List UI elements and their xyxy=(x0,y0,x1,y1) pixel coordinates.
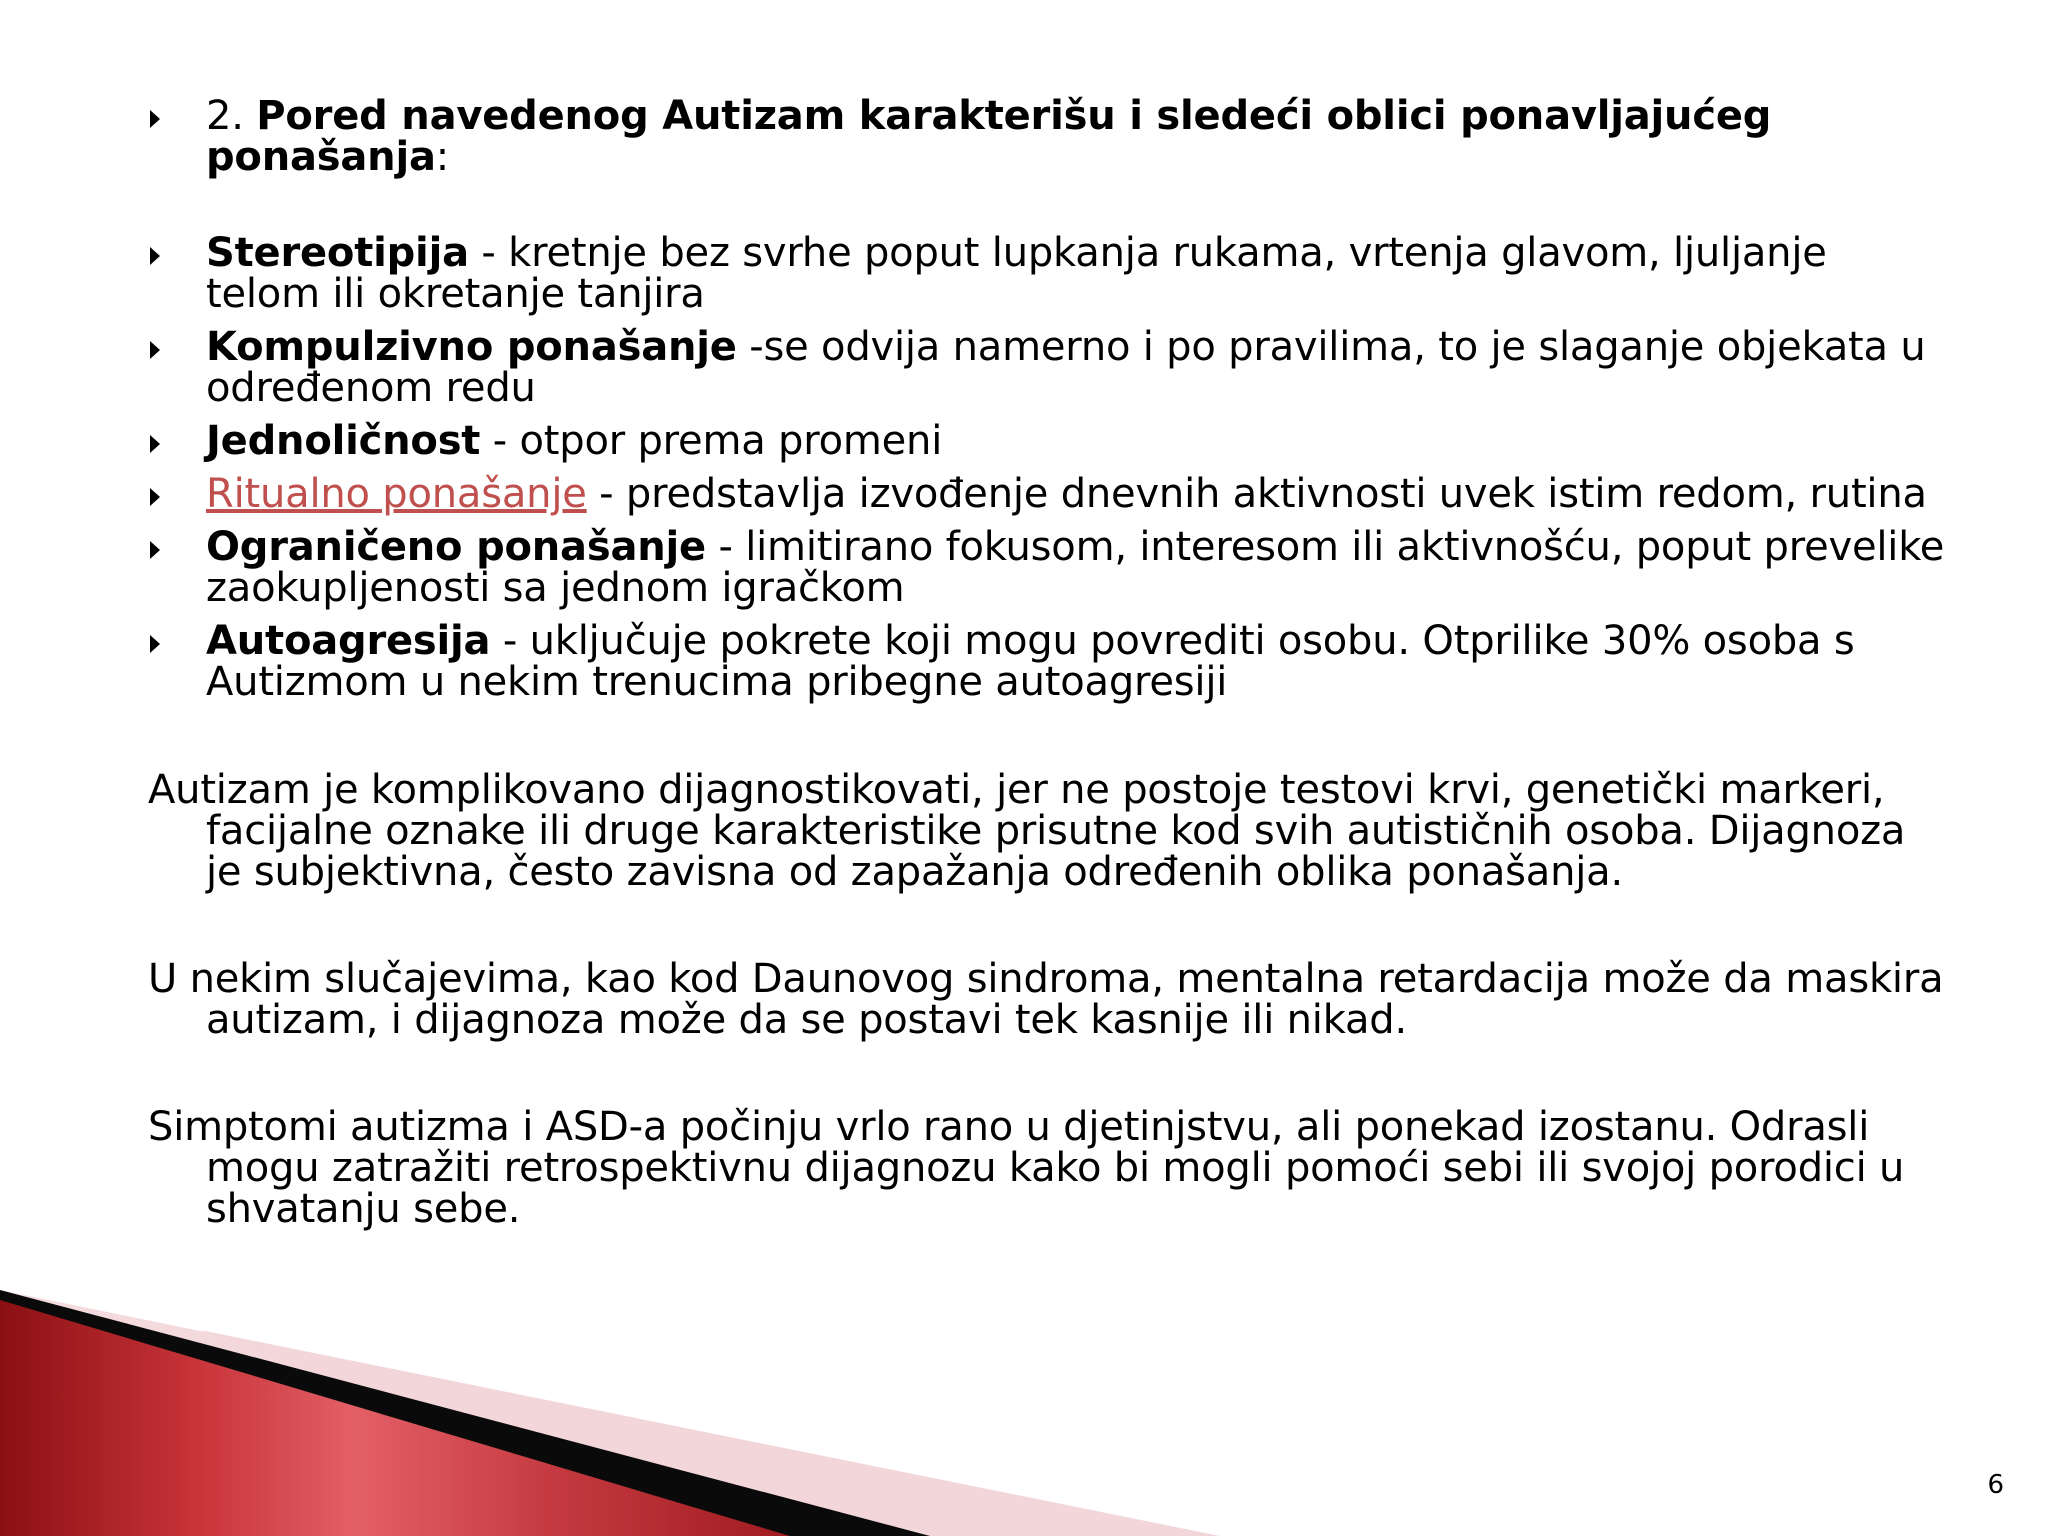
term-description: -se odvija namerno i po pravilima, to je slaganje objekata u određenom redu xyxy=(206,324,1926,411)
arrow-bullet-icon xyxy=(150,635,160,653)
term-ograniceno: Ograničeno ponašanje xyxy=(206,524,706,570)
page-number: 6 xyxy=(1987,1470,2004,1500)
term-autoagresija: Autoagresija xyxy=(206,618,491,664)
heading-bullet xyxy=(148,93,1948,180)
arrow-bullet-icon xyxy=(150,247,160,265)
paragraph-down-syndrome: U nekim slučajevima, kao kod Daunovog sindroma, mentalna retardacija može da maskira autizam, i dijagnoza može da se postavi tek kasnije ili nikad. xyxy=(148,956,1944,1043)
heading-text: Pored navedenog Autizam karakterišu i sledeći oblici ponavljajućeg ponašanja xyxy=(206,93,1772,180)
paragraph-symptoms: Simptomi autizma i ASD-a počinju vrlo rano u djetinjstvu, ali ponekad izostanu. Odrasli mogu zatražiti retrospektivnu dijagnozu kako bi mogli pomoći sebi ili svojoj porodici u shvatanju sebe. xyxy=(148,1104,1905,1232)
slide-content xyxy=(148,93,1948,1270)
list-item xyxy=(148,324,1948,411)
term-description: - uključuje pokrete koji mogu povrediti osobu. Otprilike 30% osoba s Autizmom u nekim trenucima pribegne autoagresiji xyxy=(206,618,1855,705)
arrow-bullet-icon xyxy=(150,435,160,453)
arrow-bullet-icon xyxy=(150,488,160,506)
list-item xyxy=(148,524,1948,611)
term-description: - predstavlja izvođenje dnevnih aktivnosti uvek istim redom, rutina xyxy=(586,471,1927,517)
arrow-bullet-icon xyxy=(150,341,160,359)
term-stereotipija: Stereotipija xyxy=(206,230,469,276)
arrow-bullet-icon xyxy=(150,110,160,128)
term-description: - limitirano fokusom, interesom ili aktivnošću, poput prevelike zaokupljenosti sa jednom igračkom xyxy=(206,524,1945,611)
term-description: - kretnje bez svrhe poput lupkanja rukama, vrtenja glavom, ljuljanje telom ili okretanje tanjira xyxy=(206,230,1827,317)
list-item xyxy=(148,418,1948,464)
list-item xyxy=(148,618,1948,705)
paragraph-diagnosis: Autizam je komplikovano dijagnostikovati, jer ne postoje testovi krvi, genetički markeri, facijalne oznake ili druge karakteristike prisutne kod svih autističnih osoba. Dijagnoza je subjektivna, često zavisna od zapažanja određenih oblika ponašanja. xyxy=(148,767,1906,895)
term-kompulzivno: Kompulzivno ponašanje xyxy=(206,324,737,370)
arrow-bullet-icon xyxy=(150,541,160,559)
term-description: - otpor prema promeni xyxy=(480,418,943,464)
list-item xyxy=(148,471,1948,517)
term-jednolicnost: Jednoličnost xyxy=(206,418,481,464)
heading-number: 2. xyxy=(206,93,257,139)
ritualno-ponasanje-link[interactable]: Ritualno ponašanje xyxy=(206,471,587,517)
list-item xyxy=(148,230,1948,317)
heading-suffix: : xyxy=(435,134,450,180)
